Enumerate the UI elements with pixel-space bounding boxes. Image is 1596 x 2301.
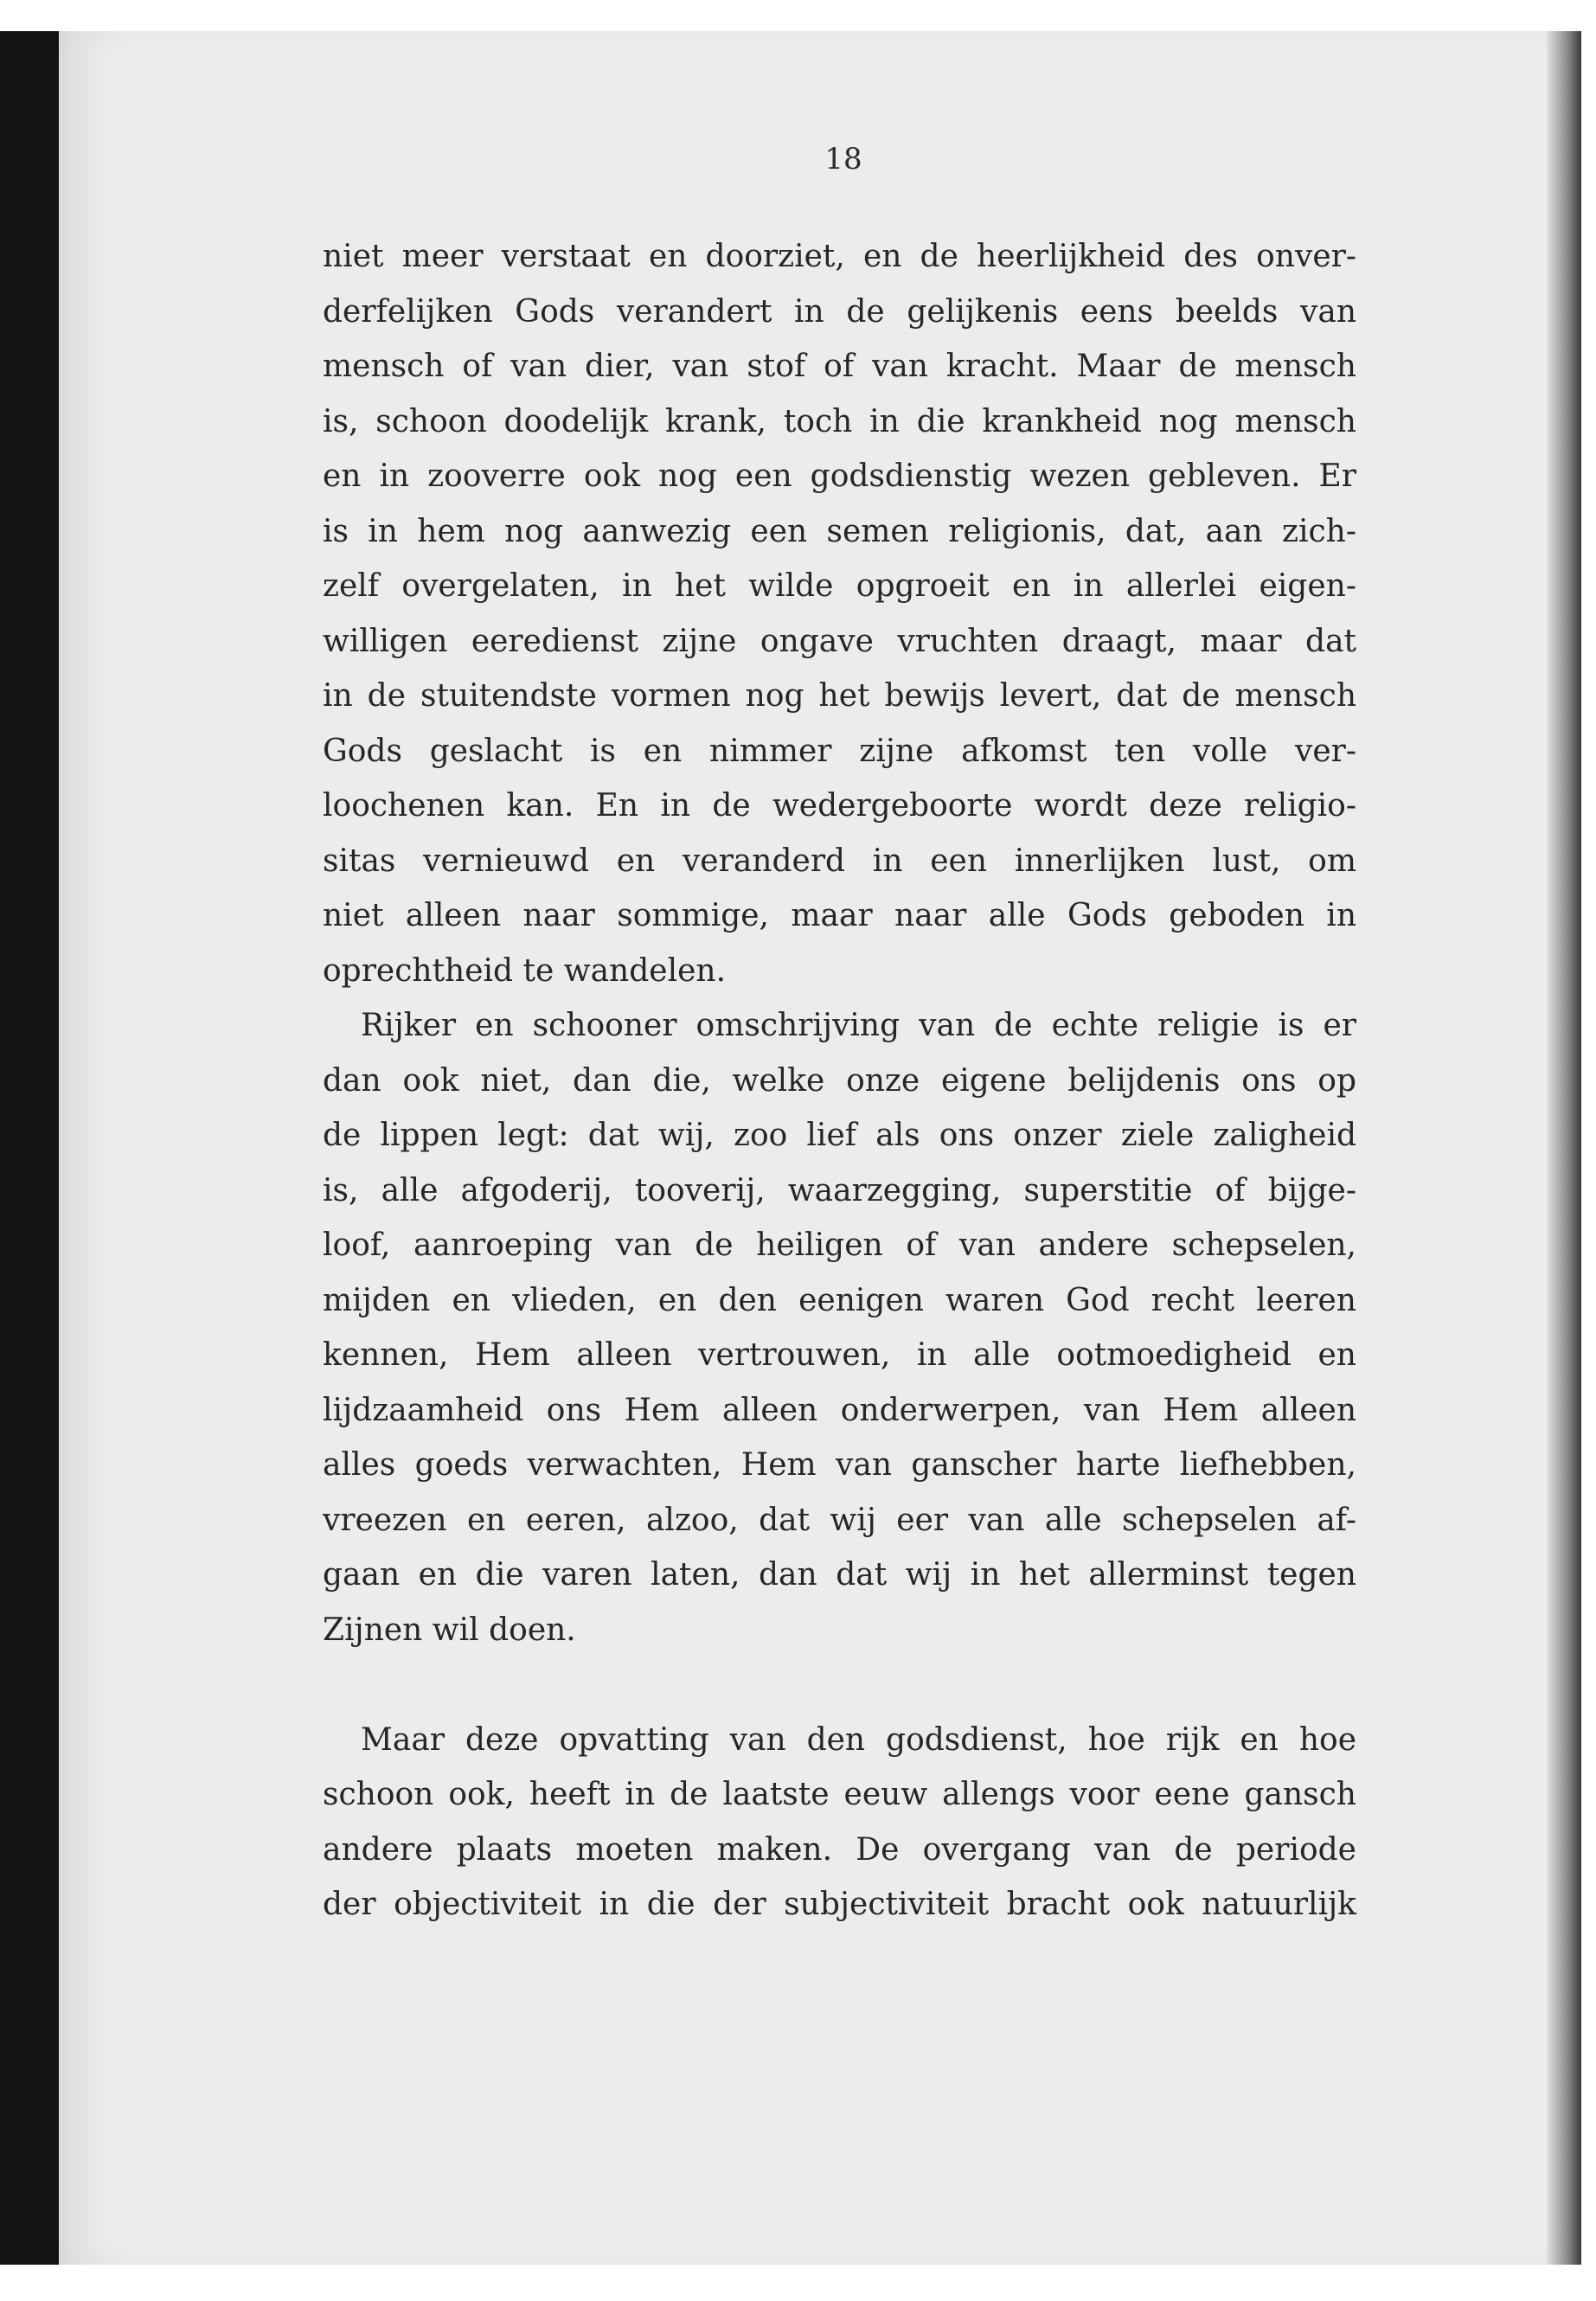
text-line: loof, aanroeping van de heiligen of van andere schepselen, bbox=[323, 1227, 1356, 1263]
text-line: andere plaats moeten maken. De overgang van de periode bbox=[323, 1831, 1356, 1868]
text-line: niet meer verstaat en doorziet, en de heerlijkheid des onver- bbox=[323, 239, 1356, 274]
scanner-shadow-left bbox=[0, 0, 59, 2301]
body-text bbox=[323, 229, 1356, 1932]
text-line: Maar deze opvatting van den godsdienst, hoe rijk en hoe bbox=[361, 1721, 1356, 1758]
text-line: oprechtheid te wandelen. bbox=[323, 952, 727, 989]
text-line: mijden en vlieden, en den eenigen waren God recht leeren bbox=[323, 1282, 1356, 1318]
text-line: Gods geslacht is en nimmer zijne afkomst ten volle ver- bbox=[323, 733, 1356, 769]
text-line: der objectiviteit in die der subjectiviteit bracht ook natuurlijk bbox=[323, 1887, 1356, 1922]
page-number: 18 bbox=[824, 142, 862, 176]
text-line: sitas vernieuwd en veranderd in een innerlijken lust, om bbox=[323, 843, 1356, 879]
text-line: dan ook niet, dan die, welke onze eigene belijdenis ons op bbox=[323, 1062, 1356, 1099]
text-line: Rijker en schooner omschrijving van de echte religie is er bbox=[361, 1008, 1356, 1043]
text-line: gaan en die varen laten, dan dat wij in het allerminst tegen bbox=[323, 1557, 1356, 1593]
paragraph-2 bbox=[323, 998, 1356, 1657]
text-line: en in zooverre ook nog een godsdienstig wezen gebleven. Er bbox=[323, 458, 1356, 494]
text-line: vreezen en eeren, alzoo, dat wij eer van alle schepselen af- bbox=[323, 1502, 1356, 1538]
text-line: Zijnen wil doen. bbox=[323, 1612, 576, 1648]
text-line: is in hem nog aanwezig een semen religionis, dat, aan zich- bbox=[323, 513, 1356, 549]
text-line: loochenen kan. En in de wedergeboorte wordt deze religio- bbox=[323, 788, 1356, 824]
text-line: derfelijken Gods verandert in de gelijkenis eens beelds van bbox=[323, 293, 1356, 330]
text-line: niet alleen naar sommige, maar naar alle Gods geboden in bbox=[323, 898, 1356, 933]
paper-edge-right bbox=[1547, 31, 1581, 2265]
text-line: is, alle afgoderij, tooverij, waarzegging, superstitie of bijge- bbox=[323, 1172, 1356, 1208]
text-line: in de stuitendste vormen nog het bewijs levert, dat de mensch bbox=[323, 678, 1356, 714]
paragraph-3 bbox=[323, 1713, 1356, 1932]
paragraph-1 bbox=[323, 229, 1356, 998]
section-gap bbox=[323, 1657, 1356, 1713]
text-line: alles goeds verwachten, Hem van ganscher harte liefhebben, bbox=[323, 1447, 1356, 1483]
scan-margin-bottom bbox=[0, 2265, 1596, 2301]
text-line: schoon ook, heeft in de laatste eeuw allengs voor eene gansch bbox=[323, 1777, 1356, 1812]
text-line: kennen, Hem alleen vertrouwen, in alle ootmoedigheid en bbox=[323, 1337, 1356, 1373]
text-line: is, schoon doodelijk krank, toch in die krankheid nog mensch bbox=[323, 403, 1356, 439]
scan-margin-top bbox=[0, 0, 1596, 31]
text-line: zelf overgelaten, in het wilde opgroeit en in allerlei eigen- bbox=[323, 568, 1356, 604]
text-line: willigen eeredienst zijne ongave vruchten draagt, maar dat bbox=[323, 623, 1356, 659]
text-line: de lippen legt: dat wij, zoo lief als ons onzer ziele zaligheid bbox=[323, 1118, 1356, 1153]
text-line: lijdzaamheid ons Hem alleen onderwerpen, van Hem alleen bbox=[323, 1392, 1356, 1428]
text-line: mensch of van dier, van stof of van kracht. Maar de mensch bbox=[323, 349, 1356, 384]
